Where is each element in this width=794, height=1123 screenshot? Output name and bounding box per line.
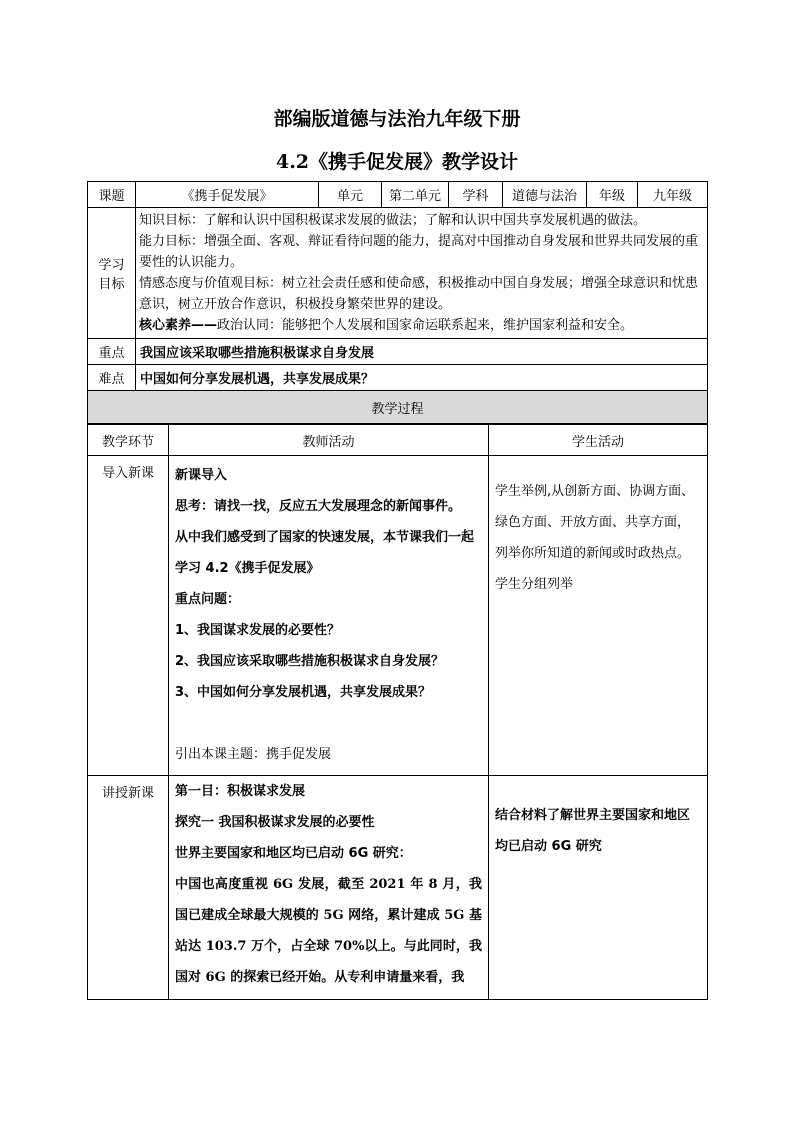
student-example: 学生举例,从创新方面、协调方面、绿色方面、开放方面、共享方面，列举你所知道的新闻或时政热点。 — [495, 484, 695, 561]
grade-value: 九年级 — [638, 182, 708, 208]
lesson-theme: 引出本课主题：携手促发展 — [175, 747, 332, 762]
inquiry-one: 探究一 我国积极谋求发展的必要性 — [175, 815, 375, 830]
difficulty-label: 难点 — [88, 365, 136, 391]
unit-label: 单元 — [319, 182, 382, 208]
unit-value: 第二单元 — [382, 182, 449, 208]
grade-label: 年级 — [587, 182, 638, 208]
goals-content — [136, 208, 708, 339]
document-subtitle: 4.2《携手促发展》教学设计 — [275, 151, 519, 173]
difficulty-row — [88, 365, 708, 391]
key-question-1: 1、我国谋求发展的必要性？ — [175, 623, 341, 638]
process-header-cells — [88, 425, 708, 456]
new-lesson-stage: 讲授新课 — [88, 776, 169, 1000]
teacher-column-header: 教师活动 — [169, 425, 489, 456]
intro-think: 思考：请找一找，反应五大发展理念的新闻事件。 — [175, 499, 462, 514]
stage-column-header: 教学环节 — [88, 425, 169, 456]
emotion-goal: 情感态度与价值观目标：树立社会责任感和使命感，积极推动中国自身发展；增强全球意识和忧患意识，树立开放合作意识，积极投身繁荣世界的建设。 — [139, 276, 699, 312]
process-table — [87, 424, 708, 1000]
process-header-row — [88, 391, 708, 424]
subject-value: 道德与法治 — [503, 182, 587, 208]
section-heading: 第一目：积极谋求发展 — [175, 784, 306, 799]
topic-value: 《携手促发展》 — [136, 182, 319, 208]
intro-student-activity — [489, 456, 708, 776]
six-g-material: 中国也高度重视 6G 发展，截至 2021 年 8 月，我国已建成全球最大规模的 5G 网络，累计建成 5G 基站达 103.7 万个，占全球 70%以上。与此同时，我国对 6G 的探索已经开始。从专利申请量来看，我 — [175, 877, 482, 985]
topic-label: 课题 — [88, 182, 136, 208]
student-material-task: 结合材料了解世界主要国家和地区均已启动 6G 研究 — [495, 808, 691, 854]
difficulty-value: 中国如何分享发展机遇，共享发展成果？ — [136, 365, 708, 391]
goals-label — [88, 208, 136, 339]
intro-row — [88, 456, 708, 776]
new-lesson-student-activity — [489, 776, 708, 1000]
knowledge-goal: 知识目标：了解和认识中国积极谋求发展的做法；了解和认识中国共享发展机遇的做法。 — [139, 213, 647, 228]
core-literacy-text: 政治认同：能够把个人发展和国家命运联系起来，维护国家利益和安全。 — [217, 318, 634, 333]
key-questions-label: 重点问题： — [175, 592, 241, 607]
goals-label-line2: 目标 — [98, 277, 125, 292]
student-group: 学生分组列举 — [495, 577, 574, 592]
ability-goal: 能力目标：增强全面、客观、辩证看待问题的能力，提高对中国推动自身发展和世界共同发展的重要性的认识能力。 — [139, 234, 699, 270]
six-g-intro: 世界主要国家和地区均已启动 6G 研究： — [175, 846, 412, 861]
student-column-header: 学生活动 — [489, 425, 708, 456]
core-literacy-prefix: 核心素养—— — [139, 318, 218, 333]
core-literacy-goal — [139, 315, 704, 336]
intro-lead: 从中我们感受到了国家的快速发展，本节课我们一起学习 4.2《携手促发展》 — [175, 530, 475, 576]
new-lesson-row — [88, 776, 708, 1000]
document-title: 部编版道德与法治九年级下册 — [273, 108, 521, 130]
goals-row — [88, 208, 708, 339]
key-question-2: 2、我国应该采取哪些措施积极谋求自身发展？ — [175, 654, 445, 669]
key-question-3: 3、中国如何分享发展机遇，共享发展成果？ — [175, 685, 432, 700]
key-point-label: 重点 — [88, 339, 136, 365]
goals-label-line1: 学习 — [98, 258, 125, 273]
process-header: 教学过程 — [88, 391, 708, 424]
key-point-value: 我国应该采取哪些措施积极谋求自身发展 — [136, 339, 708, 365]
intro-stage: 导入新课 — [88, 456, 169, 776]
lesson-info-table — [87, 181, 708, 424]
intro-heading: 新课导入 — [175, 468, 228, 483]
subject-label: 学科 — [449, 182, 503, 208]
new-lesson-teacher-activity — [169, 776, 489, 1000]
info-row — [88, 182, 708, 208]
key-point-row — [88, 339, 708, 365]
intro-teacher-activity — [169, 456, 489, 776]
